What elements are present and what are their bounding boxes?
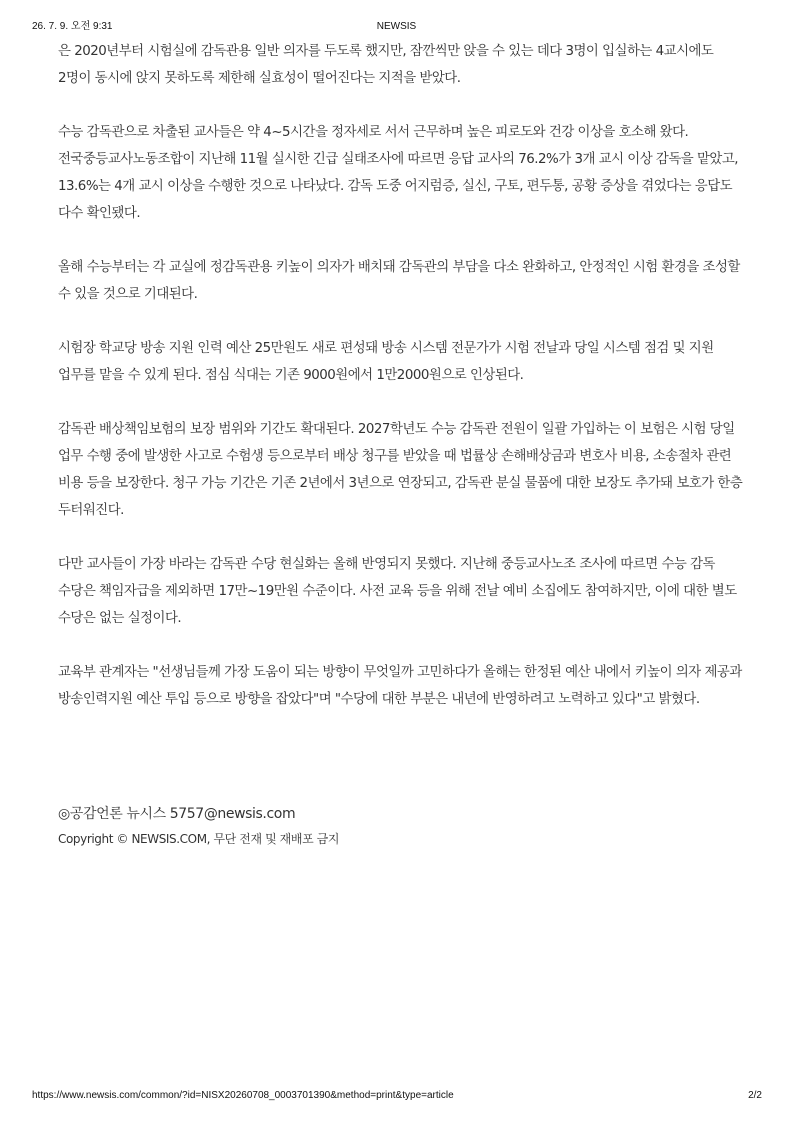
article-paragraph: 수능 감독관으로 차출된 교사들은 약 4~5시간을 정자세로 서서 근무하며 높은 피로도와 건강 이상을 호소해 왔다. 전국중등교사노동조합이 지난해 11월 실시한 긴급 실태조사에 따르면 응답 교사의 76.2%가 3개 교시 이상 감독을 맡았고, 13.6%는 4개 교시 이상을 수행한 것으로 나타났다. 감독 도중 어지럼증, 실신, 구토, 편두통, 공황 증상을 겪었다는 응답도 다수 확인됐다. bbox=[58, 125, 739, 221]
article-paragraph: 은 2020년부터 시험실에 감독관용 일반 의자를 두도록 했지만, 잠깐씩만 앉을 수 있는 데다 3명이 입실하는 4교시에도 2명이 동시에 앉지 못하도록 제한해 실효성이 떨어진다는 지적을 받았다. bbox=[58, 44, 714, 86]
print-datetime: 26. 7. 9. 오전 9:31 bbox=[32, 21, 113, 32]
article-paragraph: 올해 수능부터는 각 교실에 정감독관용 키높이 의자가 배치돼 감독관의 부담을 다소 완화하고, 안정적인 시험 환경을 조성할 수 있을 것으로 기대된다. bbox=[58, 260, 740, 302]
article-byline: ◎공감언론 뉴시스 5757@newsis.com bbox=[58, 806, 296, 822]
article-paragraph: 다만 교사들이 가장 바라는 감독관 수당 현실화는 올해 반영되지 못했다. 지난해 중등교사노조 조사에 따르면 수능 감독 수당은 책임자급을 제외하면 17만~19만원 수준이다. 사전 교육 등을 위해 전날 예비 소집에도 참여하지만, 이에 대한 별도 수당은 없는 실정이다. bbox=[58, 557, 737, 626]
article-paragraph: 교육부 관계자는 "선생님들께 가장 도움이 되는 방향이 무엇일까 고민하다가 올해는 한정된 예산 내에서 키높이 의자 제공과 방송인력지원 예산 투입 등으로 방향을 잡았다"며 "수당에 대한 부분은 내년에 반영하려고 노력하고 있다"고 밝혔다. bbox=[58, 665, 742, 707]
print-site-name: NEWSIS bbox=[376, 21, 417, 32]
article-paragraph: 감독관 배상책임보험의 보장 범위와 기간도 확대된다. 2027학년도 수능 감독관 전원이 일괄 가입하는 이 보험은 시험 당일 업무 수행 중에 발생한 사고로 수험생 등으로부터 배상 청구를 받았을 때 법률상 손해배상금과 변호사 비용, 소송절차 관련 비용 등을 보장한다. 청구 가능 기간은 기존 2년에서 3년으로 연장되고, 감독관 분실 물품에 대한 보장도 추가돼 보호가 한층 두터워진다. bbox=[58, 422, 743, 518]
page-number: 2/2 bbox=[748, 1090, 762, 1101]
print-url: https://www.newsis.com/common/?id=NISX20260708_0003701390&method=print&type=article bbox=[32, 1090, 454, 1101]
article-paragraph: 시험장 학교당 방송 지원 인력 예산 25만원도 새로 편성돼 방송 시스템 전문가가 시험 전날과 당일 시스템 점검 및 지원 업무를 맡을 수 있게 된다. 점심 식대는 기존 9000원에서 1만2000원으로 인상된다. bbox=[58, 341, 714, 383]
article-body bbox=[58, 38, 743, 740]
copyright-notice: Copyright © NEWSIS.COM, 무단 전재 및 재배포 금지 bbox=[58, 832, 340, 846]
